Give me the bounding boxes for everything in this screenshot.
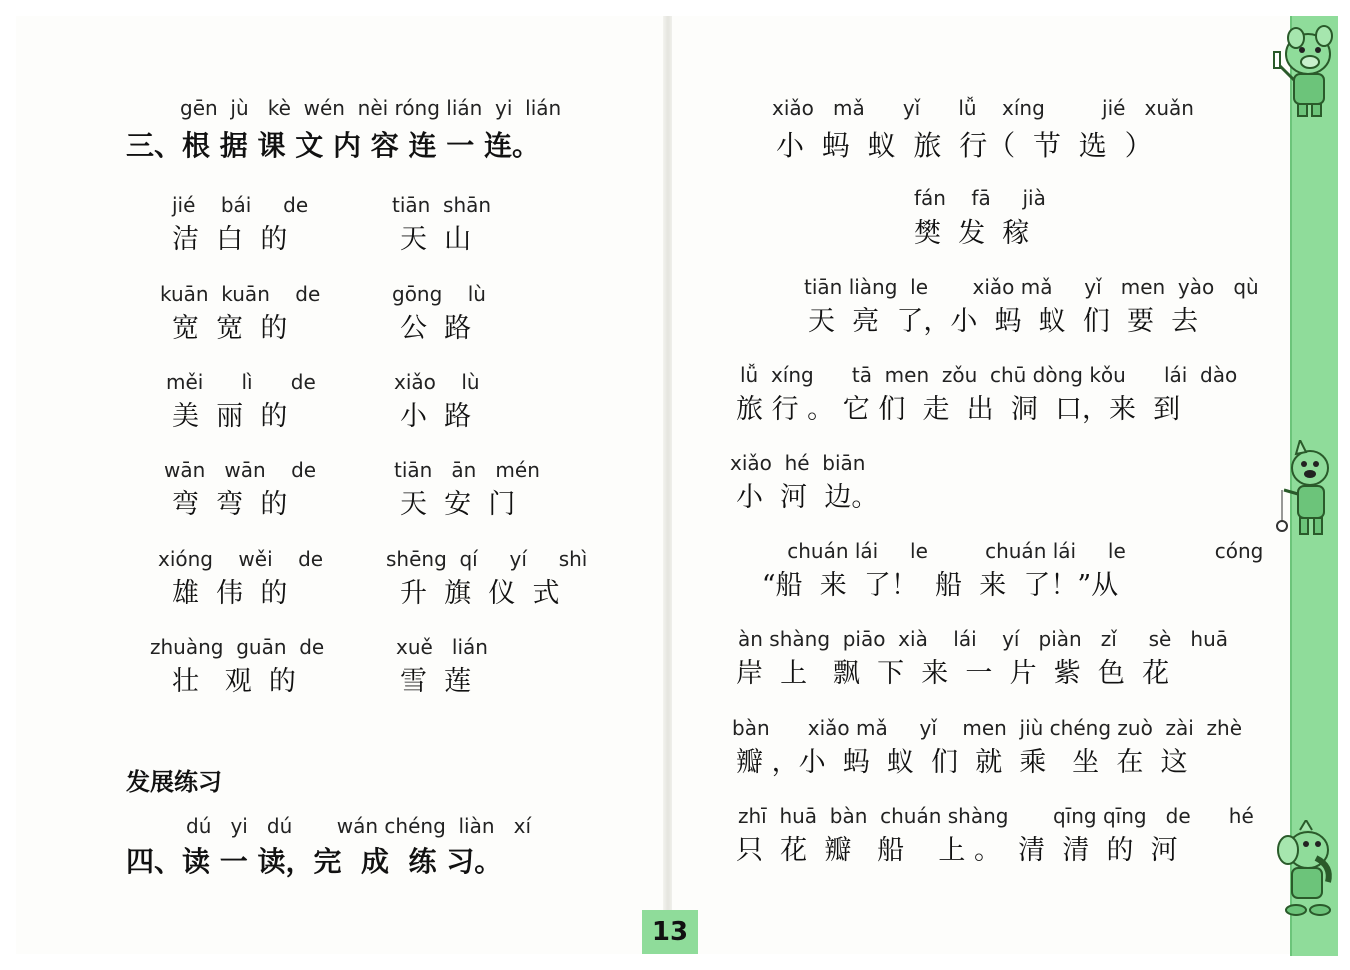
exercise-4-pinyin: dú yi dú wán chéng liàn xí	[186, 814, 531, 838]
story-line-5-pinyin: àn shàng piāo xià lái yí piàn zǐ sè huā	[738, 627, 1229, 651]
pair-3-right-pinyin: xiǎo lù	[394, 370, 480, 394]
pair-2-left-pinyin: kuān kuān de	[160, 282, 321, 306]
pair-5-left-text: 雄 伟 的	[172, 578, 288, 609]
story-title-pinyin: xiǎo mǎ yǐ lǚ xíng jié xuǎn	[772, 96, 1194, 120]
story-line-4-text: “船 来 了！ 船 来 了！”从	[736, 570, 1119, 601]
author-pinyin: fán fā jià	[914, 186, 1046, 210]
pair-6-right-text: 雪 莲	[400, 666, 472, 697]
story-line-6-text: 瓣 ，小 蚂 蚁 们 就 乘 坐 在 这	[736, 747, 1188, 778]
pair-6-left-pinyin: zhuàng guān de	[150, 635, 325, 659]
pig-mascot-icon	[1266, 22, 1340, 120]
elephant-mascot-icon	[1266, 820, 1342, 920]
pair-1-right-pinyin: tiān shān	[392, 193, 492, 217]
pair-2-right-text: 公 路	[400, 313, 472, 344]
pair-4-left-text: 弯 弯 的	[172, 489, 288, 520]
pair-6-right-pinyin: xuě lián	[396, 635, 488, 659]
pair-5-right-pinyin: shēng qí yí shì	[386, 547, 588, 571]
dog-with-yoyo-mascot-icon	[1270, 440, 1340, 540]
story-line-2-pinyin: lǚ xíng tā men zǒu chū dòng kǒu lái dào	[740, 363, 1238, 387]
story-line-3-pinyin: xiǎo hé biān	[730, 451, 866, 475]
story-line-3-text: 小 河 边。	[736, 482, 879, 513]
pair-4-left-pinyin: wān wān de	[164, 458, 317, 482]
pair-1-right-text: 天 山	[400, 224, 472, 255]
pair-4-right-text: 天 安 门	[400, 489, 516, 520]
pair-6-left-text: 壮 观 的	[172, 666, 296, 697]
story-line-5-text: 岸 上 飘 下 来 一 片 紫 色 花	[736, 658, 1170, 689]
story-line-7-text: 只 花 瓣 船 上 。 清 清 的 河	[736, 835, 1178, 866]
story-line-7-pinyin: zhī huā bàn chuán shàng qīng qīng de hé	[738, 804, 1254, 828]
pair-5-right-text: 升 旗 仪 式	[400, 578, 560, 609]
pair-3-right-text: 小 路	[400, 401, 472, 432]
pair-2-left-text: 宽 宽 的	[172, 313, 288, 344]
pair-4-right-pinyin: tiān ān mén	[394, 458, 540, 482]
pair-3-left-pinyin: měi lì de	[166, 370, 316, 394]
pair-1-left-text: 洁 白 的	[172, 224, 288, 255]
section-heading: 发展练习	[126, 768, 222, 796]
pair-2-right-pinyin: gōng lù	[392, 282, 486, 306]
pair-5-left-pinyin: xióng wěi de	[158, 547, 324, 571]
pair-3-left-text: 美 丽 的	[172, 401, 288, 432]
heading-pinyin: gēn jù kè wén nèi róng lián yi lián	[180, 96, 562, 120]
author-name: 樊 发 稼	[914, 218, 1030, 249]
story-line-2-text: 旅 行 。 它 们 走 出 洞 口，来 到	[736, 394, 1181, 425]
page-number: 13	[642, 910, 698, 954]
pair-1-left-pinyin: jié bái de	[172, 193, 309, 217]
story-title: 小 蚂 蚁 旅 行（ 节 选 ）	[776, 129, 1153, 162]
exercise-3-heading: 三、根 据 课 文 内 容 连 一 连。	[126, 129, 540, 162]
story-line-1-text: 天 亮 了，小 蚂 蚁 们 要 去	[808, 306, 1199, 337]
story-line-4-pinyin: chuán lái le chuán lái le cóng	[730, 539, 1264, 563]
story-line-6-pinyin: bàn xiǎo mǎ yǐ men jiù chéng zuò zài zhè	[732, 716, 1243, 740]
story-line-1-pinyin: tiān liàng le xiǎo mǎ yǐ men yào qù	[804, 275, 1259, 299]
exercise-4-heading: 四、读 一 读，完 成 练 习。	[126, 845, 503, 878]
